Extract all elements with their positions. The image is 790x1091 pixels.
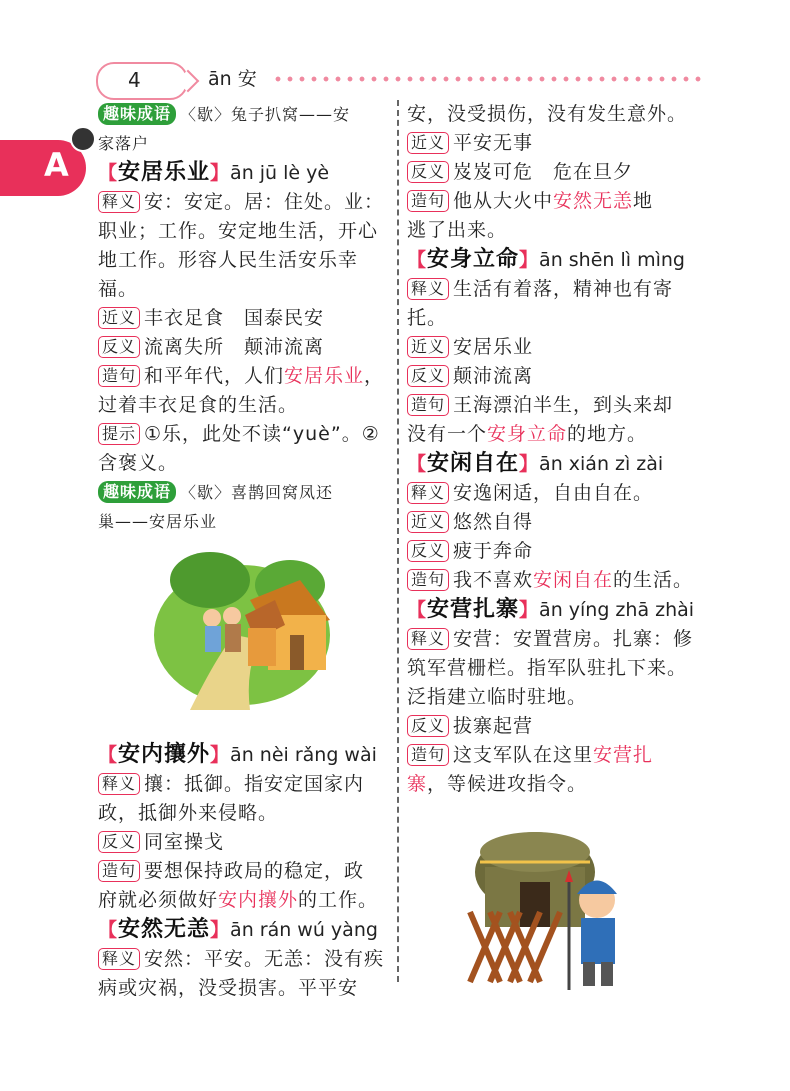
headword: 安闲自在 [427, 451, 520, 476]
headword: 安身立命 [427, 247, 520, 272]
example-highlight: 安内攘外 [218, 889, 299, 911]
example-label: 造句 [98, 860, 140, 882]
example-label: 造句 [407, 394, 449, 416]
example-label: 造句 [407, 569, 449, 591]
entry-heading: 【安营扎寨】ān yíng zhā zhài [407, 597, 695, 622]
definition-label: 释义 [98, 773, 140, 795]
example-text: 没有一个 [407, 423, 488, 445]
section-tab-a [0, 140, 86, 196]
definition-text: 筑军营栅栏。指军队驻扎下来。 [407, 657, 688, 679]
example-highlight: 安居乐业 [284, 365, 365, 387]
definition-text: 安营：安置营房。扎寨：修 [453, 628, 694, 650]
headword-pinyin: ān nèi rǎng wài [230, 744, 377, 766]
example-highlight: 安身立命 [487, 423, 568, 445]
village-house-illustration [150, 540, 335, 710]
example-text: 要想保持政局的稳定，政 [144, 860, 365, 882]
synonym-text: 安居乐业 [453, 336, 534, 358]
synonym-label: 近义 [98, 307, 140, 329]
antonym-label: 反义 [407, 365, 449, 387]
antonym-text: 同室操戈 [144, 831, 225, 853]
quwei-tag: 趣味成语 [98, 481, 176, 503]
entry-heading: 【安内攘外】ān nèi rǎng wài [98, 742, 377, 767]
tip-text: ①乐，此处不读“yuè”。② [144, 423, 380, 445]
example-highlight: 安营扎 [593, 744, 654, 766]
headword-pinyin: ān xián zì zài [539, 453, 664, 475]
example-text: 王海漂泊半生，到头来却 [453, 394, 674, 416]
page-header [96, 62, 696, 98]
definition-label: 释义 [98, 191, 140, 213]
page-number: 4 [128, 68, 141, 92]
example-text: 逃了出来。 [407, 219, 508, 241]
definition-text: 安逸闲适，自由自在。 [453, 482, 654, 504]
quwei-text: 〈歇〉兔子扒窝——安 [180, 105, 351, 124]
army-camp-illustration [465, 822, 645, 992]
definition-label: 释义 [407, 628, 449, 650]
definition-text: 职业；工作。安定地生活，开心 [98, 220, 379, 242]
example-text: 地 [633, 190, 654, 212]
example-highlight: 安然无恙 [553, 190, 634, 212]
entry-heading: 【安闲自在】ān xián zì zài [407, 451, 664, 476]
headword: 安居乐业 [118, 160, 211, 185]
headword-pinyin: ān rán wú yàng [230, 919, 378, 941]
quwei-text: 巢——安居乐业 [98, 512, 218, 531]
definition-text: 生活有着落，精神也有寄 [453, 278, 674, 300]
example-text: 这支军队在这里 [453, 744, 594, 766]
antonym-text: 流离失所 颠沛流离 [144, 336, 325, 358]
antonym-text: 拔寨起营 [453, 715, 534, 737]
example-text: 过着丰衣足食的生活。 [98, 394, 299, 416]
quwei-text: 〈歇〉喜鹊回窝凤还 [180, 483, 334, 502]
page-number-bubble [96, 62, 188, 100]
antonym-label: 反义 [98, 831, 140, 853]
antonym-label: 反义 [407, 540, 449, 562]
example-text: ，等候进攻指令。 [427, 773, 588, 795]
definition-text: 安，没受损伤，没有发生意外。 [407, 103, 688, 125]
example-label: 造句 [407, 744, 449, 766]
example-text: ， [364, 365, 385, 387]
example-text: 府就必须做好 [98, 889, 219, 911]
example-text: 的地方。 [567, 423, 648, 445]
synonym-label: 近义 [407, 132, 449, 154]
antonym-label: 反义 [98, 336, 140, 358]
quwei-text: 家落户 [98, 134, 150, 153]
example-text: 的工作。 [298, 889, 379, 911]
example-text: 的生活。 [613, 569, 694, 591]
headword: 安然无恙 [118, 917, 211, 942]
entry-heading: 【安居乐业】ān jū lè yè [98, 160, 330, 185]
example-label: 造句 [407, 190, 449, 212]
section-letter: A [44, 146, 69, 184]
header-dots-decoration [272, 76, 702, 82]
definition-text: 福。 [98, 278, 139, 300]
synonym-text: 悠然自得 [453, 511, 534, 533]
example-highlight: 安闲自在 [533, 569, 614, 591]
antonym-text: 疲于奔命 [453, 540, 534, 562]
example-label: 造句 [98, 365, 140, 387]
quwei-tag: 趣味成语 [98, 103, 176, 125]
headword-pinyin: ān jū lè yè [230, 162, 330, 184]
example-highlight: 寨 [407, 773, 428, 795]
definition-text: 安：安定。居：住处。业： [144, 191, 385, 213]
example-text: 和平年代，人们 [144, 365, 285, 387]
definition-text: 托。 [407, 307, 448, 329]
headword: 安营扎寨 [427, 597, 520, 622]
entry-heading: 【安身立命】ān shēn lì mìng [407, 247, 685, 272]
tip-label: 提示 [98, 423, 140, 445]
header-pinyin-char: ān 安 [208, 68, 257, 90]
tip-text: 含褒义。 [98, 452, 179, 474]
column-divider [397, 100, 399, 982]
synonym-label: 近义 [407, 511, 449, 533]
definition-label: 释义 [98, 948, 140, 970]
definition-text: 安然：平安。无恙：没有疾 [144, 948, 385, 970]
definition-label: 释义 [407, 482, 449, 504]
antonym-label: 反义 [407, 161, 449, 183]
headword-pinyin: ān shēn lì mìng [539, 249, 685, 271]
definition-text: 泛指建立临时驻地。 [407, 686, 588, 708]
definition-text: 地工作。形容人民生活安乐幸 [98, 249, 359, 271]
example-text: 他从大火中 [453, 190, 554, 212]
definition-text: 病或灾祸，没受损害。平平安 [98, 977, 359, 999]
definition-text: 攘：抵御。指安定国家内 [144, 773, 365, 795]
penguin-icon [70, 126, 96, 152]
antonym-text: 岌岌可危 危在旦夕 [453, 161, 634, 183]
headword-pinyin: ān yíng zhā zhài [539, 599, 695, 621]
antonym-label: 反义 [407, 715, 449, 737]
definition-label: 释义 [407, 278, 449, 300]
definition-text: 政，抵御外来侵略。 [98, 802, 279, 824]
example-text: 我不喜欢 [453, 569, 534, 591]
right-column [407, 100, 697, 799]
synonym-label: 近义 [407, 336, 449, 358]
entry-heading: 【安然无恙】ān rán wú yàng [98, 917, 378, 942]
antonym-text: 颠沛流离 [453, 365, 534, 387]
synonym-text: 丰衣足食 国泰民安 [144, 307, 325, 329]
synonym-text: 平安无事 [453, 132, 534, 154]
headword: 安内攘外 [118, 742, 211, 767]
